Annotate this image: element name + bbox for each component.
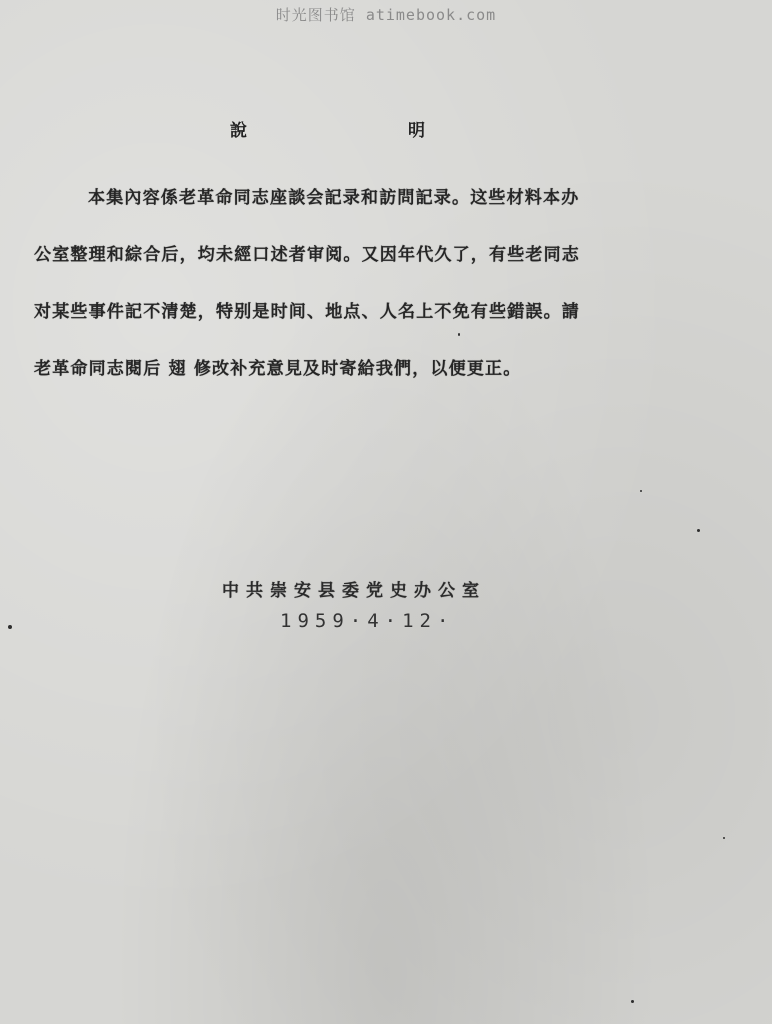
signature-organization: 中共崇安县委党史办公室	[222, 581, 486, 601]
paper-speck	[458, 333, 460, 336]
paper-speck	[631, 1000, 634, 1003]
paper-speck	[8, 625, 12, 629]
heading-char-2: 明	[408, 121, 425, 141]
paragraph-line-3: 对某些事件記不清楚，特别是时间、地点、人名上不免有些錯誤。請	[34, 302, 580, 322]
watermark: 时光图书馆 atimebook.com	[275, 6, 497, 24]
paper-speck	[640, 490, 642, 492]
heading-char-1: 說	[230, 121, 247, 141]
page-heading	[230, 116, 430, 140]
signature-date: 1959·4·12·	[280, 610, 455, 632]
paragraph-line-2: 公室整理和綜合后，均未經口述者审阅。又因年代久了，有些老同志	[34, 245, 580, 265]
paragraph-line-1: 本集內容係老革命同志座談会記录和訪問記录。这些材料本办	[88, 188, 580, 208]
paragraph-line-4: 老革命同志閱后 翅 修改补充意見及时寄給我們，以便更正。	[34, 359, 522, 379]
paper-speck	[723, 837, 725, 839]
paper-speck	[697, 529, 700, 532]
